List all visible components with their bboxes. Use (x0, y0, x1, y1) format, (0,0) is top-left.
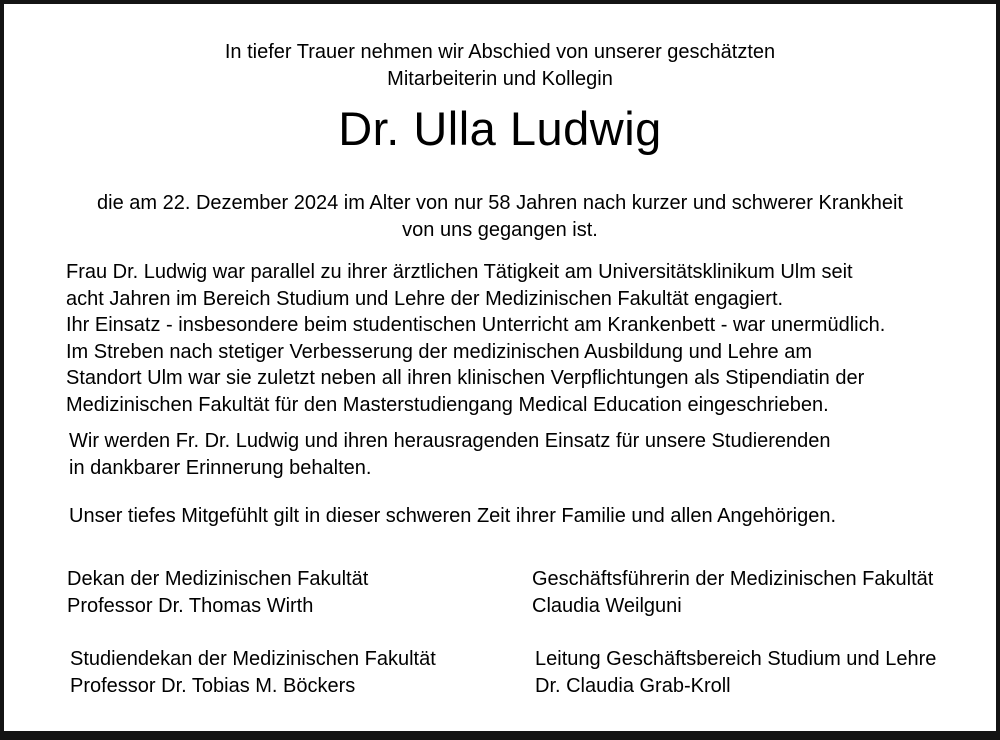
signature-role: Dekan der Medizinischen Fakultät (67, 568, 369, 590)
signature-geschaeftsfuehrerin (532, 566, 933, 620)
signature-name: Professor Dr. Thomas Wirth (67, 595, 314, 617)
tribute-paragraph (66, 259, 956, 418)
intro-line-2: Mitarbeiterin und Kollegin (387, 68, 613, 90)
deceased-name: Dr. Ulla Ludwig (338, 102, 662, 155)
remembrance-line-1: Wir werden Fr. Dr. Ludwig und ihren herausragenden Einsatz für unsere Studierenden (69, 430, 831, 452)
remembrance-paragraph (69, 428, 956, 481)
tribute-line-6: Medizinischen Fakultät für den Masterstudiengang Medical Education eingeschrieben. (66, 393, 829, 416)
remembrance-line-2: in dankbarer Erinnerung behalten. (69, 456, 372, 479)
tribute-line-4: Im Streben nach stetiger Verbesserung der medizinischen Ausbildung und Lehre am (66, 340, 813, 363)
condolence-paragraph: Unser tiefes Mitgefühlt gilt in dieser schweren Zeit ihrer Familie und allen Angehörigen. (69, 505, 837, 527)
obituary-line-1: die am 22. Dezember 2024 im Alter von nur 58 Jahren nach kurzer und schwerer Krankheit (97, 192, 903, 214)
signature-role: Geschäftsführerin der Medizinischen Fakultät (532, 568, 934, 590)
intro-text (4, 39, 996, 93)
signature-leitung (535, 646, 936, 700)
obituary-line-2: von uns gegangen ist. (402, 219, 598, 241)
signature-studiendekan (70, 646, 436, 700)
intro-line-1: In tiefer Trauer nehmen wir Abschied von unserer geschätzten (224, 41, 776, 63)
tribute-line-5: Standort Ulm war sie zuletzt neben all ihren klinischen Verpflichtungen als Stipendiatin der (66, 367, 865, 389)
tribute-line-2: acht Jahren im Bereich Studium und Lehre der Medizinischen Fakultät engagiert. (66, 287, 784, 310)
signature-dekan (67, 566, 368, 620)
tribute-line-3: Ihr Einsatz - insbesondere beim studentischen Unterricht am Krankenbett - war unermüdlich. (66, 314, 886, 336)
obituary-statement (4, 190, 996, 244)
signature-name: Claudia Weilguni (532, 595, 682, 617)
signature-name: Professor Dr. Tobias M. Böckers (70, 675, 356, 697)
signature-name: Dr. Claudia Grab-Kroll (535, 675, 731, 697)
signature-role: Studiendekan der Medizinischen Fakultät (70, 648, 436, 670)
tribute-line-1: Frau Dr. Ludwig war parallel zu ihrer ärztlichen Tätigkeit am Universitätsklinikum Ulm seit (66, 261, 853, 283)
signature-role: Leitung Geschäftsbereich Studium und Lehre (535, 648, 937, 670)
